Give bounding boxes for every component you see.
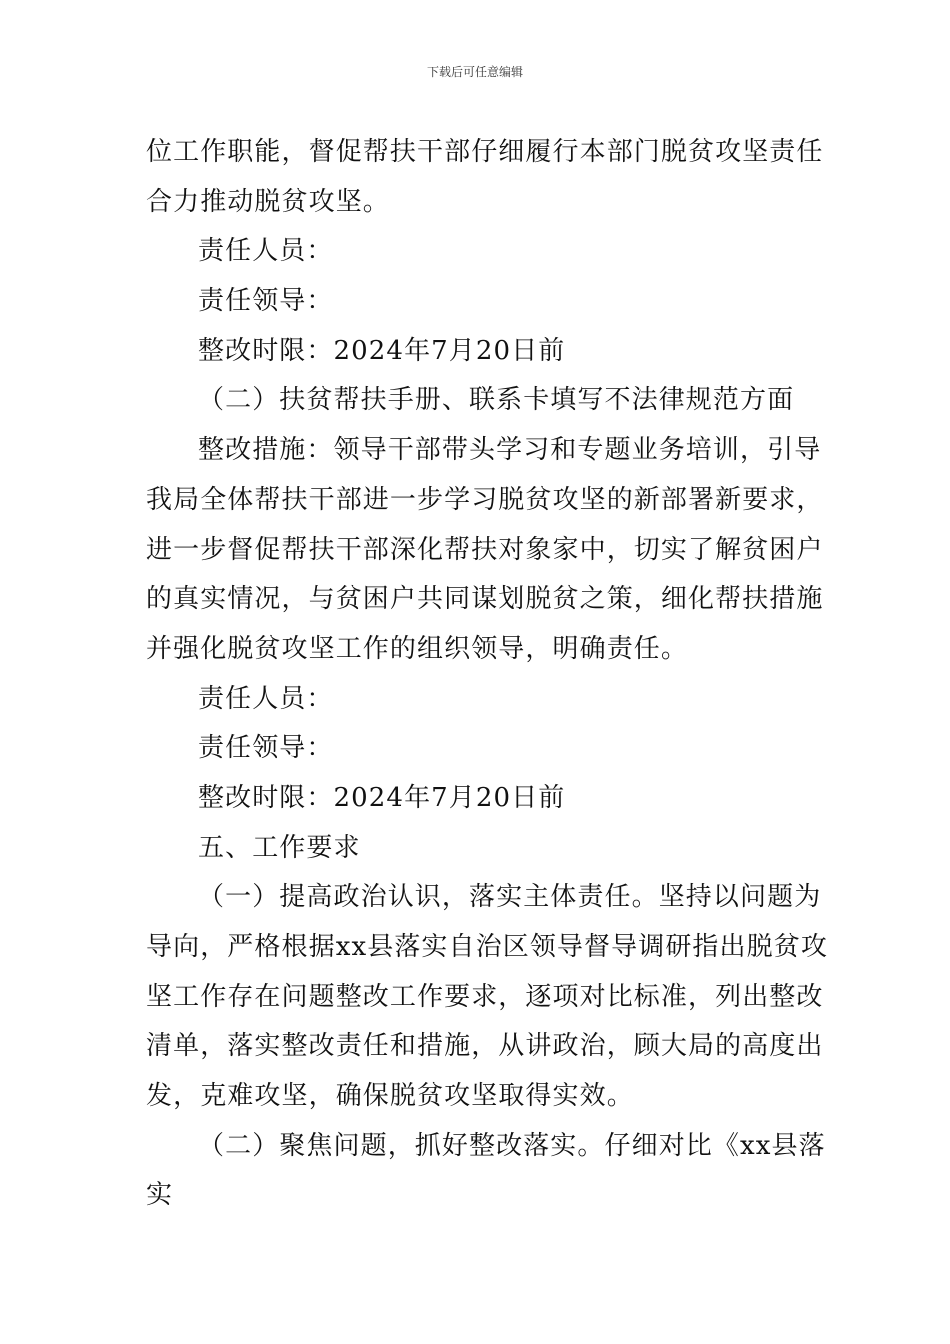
text-line: 导向，严格根据xx县落实自治区领导督导调研指出脱贫攻 bbox=[146, 932, 828, 962]
responsible-personnel-label: 责任人员： bbox=[198, 683, 334, 714]
text-line: 坚工作存在问题整改工作要求，逐项对比标准，列出整改 bbox=[146, 981, 824, 1012]
responsible-leader-label: 责任领导： bbox=[198, 733, 334, 764]
text-line: 清单，落实整改责任和措施，从讲政治，顾大局的高度出 bbox=[146, 1031, 824, 1062]
responsible-personnel-label: 责任人员： bbox=[198, 236, 334, 267]
page-header: 下载后可任意编辑 bbox=[426, 65, 523, 79]
text-line: 的真实情况，与贫困户共同谋划脱贫之策，细化帮扶措施 bbox=[146, 584, 824, 615]
responsible-leader-label: 责任领导： bbox=[198, 286, 334, 317]
section-heading: （二）扶贫帮扶手册、联系卡填写不法律规范方面 bbox=[198, 385, 795, 416]
text-line: 合力推动脱贫攻坚。 bbox=[146, 186, 390, 217]
text-line: 位工作职能，督促帮扶干部仔细履行本部门脱贫攻坚责任 bbox=[146, 137, 824, 167]
deadline-line: 整改时限：2024年7月20日前 bbox=[198, 782, 566, 813]
text-line: 整改措施：领导干部带头学习和专题业务培训，引导 bbox=[198, 435, 822, 466]
text-line: （一）提高政治认识，落实主体责任。坚持以问题为 bbox=[198, 882, 822, 913]
text-line: （二）聚焦问题，抓好整改落实。仔细对比《xx县落 bbox=[198, 1130, 826, 1161]
deadline-line: 整改时限：2024年7月20日前 bbox=[198, 335, 566, 366]
text-line: 并强化脱贫攻坚工作的组织领导，明确责任。 bbox=[146, 633, 689, 664]
document-body bbox=[146, 128, 826, 1221]
text-line: 进一步督促帮扶干部深化帮扶对象家中，切实了解贫困户 bbox=[146, 534, 824, 565]
text-line: 发，克难攻坚，确保脱贫攻坚取得实效。 bbox=[146, 1081, 634, 1112]
text-line: 我局全体帮扶干部进一步学习脱贫攻坚的新部署新要求， bbox=[146, 484, 824, 515]
text-line: 实 bbox=[146, 1180, 174, 1211]
section-heading: 五、工作要求 bbox=[198, 832, 361, 863]
